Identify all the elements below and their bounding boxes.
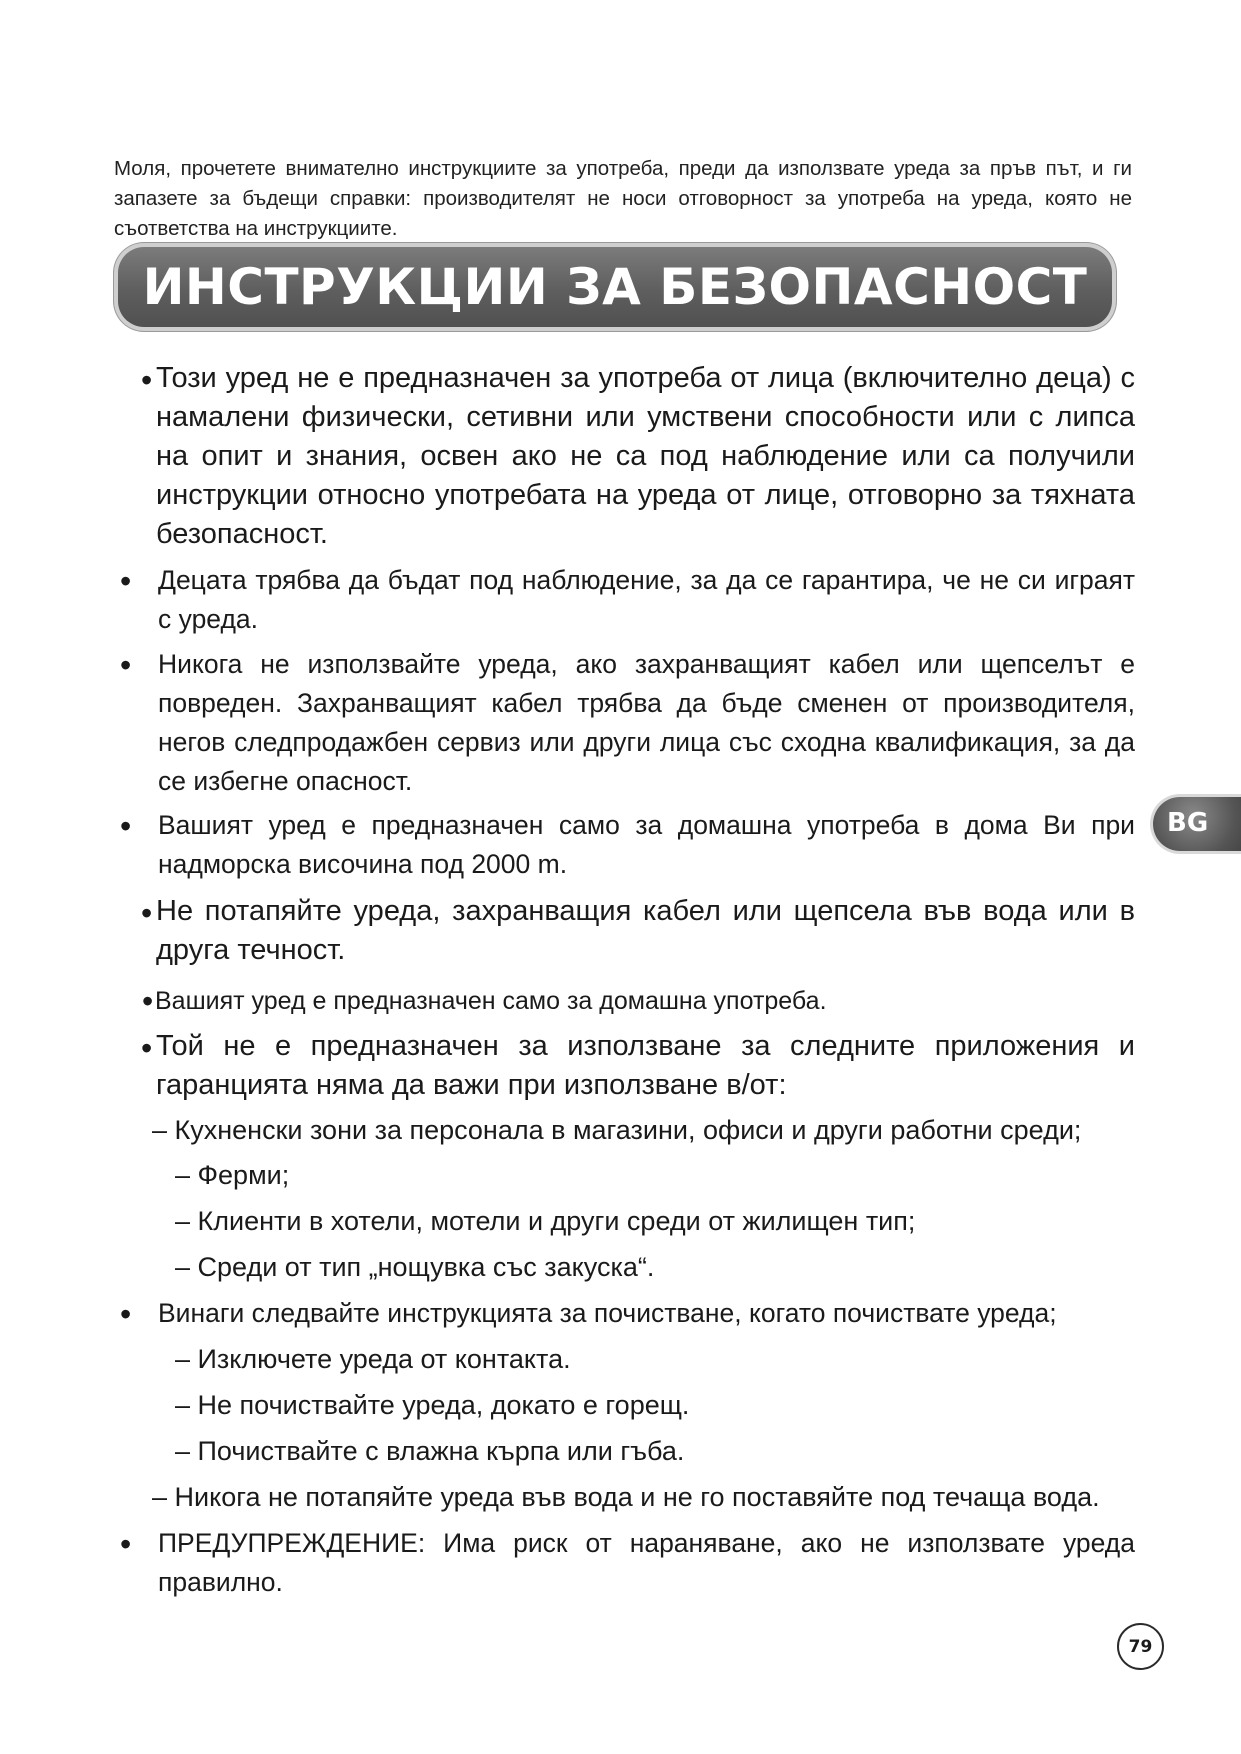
safety-rule (120, 1524, 1135, 1602)
cleaning-step: – Почиствайте с влажна кърпа или гъба. (175, 1436, 685, 1466)
safety-rule-text: Вашият уред е предназначен само за домашна употреба в дома Ви при надморска височина под 2000 m. (158, 810, 1135, 879)
bullet-icon: • (141, 362, 153, 398)
exclusion-item: – Клиенти в хотели, мотели и други среди от жилищен тип; (175, 1206, 916, 1236)
bullet-icon: • (120, 1296, 132, 1332)
cleaning-step: – Не почиствайте уреда, докато е горещ. (175, 1390, 690, 1420)
exclusion-item: – Ферми; (175, 1160, 290, 1190)
safety-rule-text: Този уред не е предназначен за употреба от лица (включително деца) с намалени физически, сетивни или умствени способности или с липса на опит и знания, освен ако не са под наблюдение или са получили инструкции относно употребата на уреда от лице, отговорно за тяхната безопасност. (156, 362, 1135, 550)
safety-rule-text: ПРЕДУПРЕЖДЕНИЕ: Има риск от нараняване, ако не използвате уреда правилно. (158, 1528, 1135, 1597)
safety-rule-text: Вашият уред е предназначен само за домашна употреба. (155, 987, 827, 1015)
cleaning-step: – Никога не потапяйте уреда във вода и не го поставяйте под течаща вода. (152, 1482, 1100, 1512)
exclusion-item: – Кухненски зони за персонала в магазини, офиси и други работни среди; (152, 1115, 1082, 1145)
bullet-icon: • (120, 563, 132, 599)
safety-rule-text: Той не е предназначен за използване за следните приложения и гаранцията няма да важи при използване в/от: (156, 1030, 1135, 1101)
bullet-icon: • (141, 1030, 153, 1066)
bullet-icon: • (120, 808, 132, 844)
safety-rule-text: Винаги следвайте инструкцията за почистване, когато почиствате уреда; (158, 1298, 1057, 1328)
safety-rule (120, 645, 1135, 801)
bullet-icon: • (120, 647, 132, 683)
safety-rule (141, 359, 1135, 554)
bullet-icon: • (142, 983, 154, 1019)
safety-rule-text: Децата трябва да бъдат под наблюдение, за да се гарантира, че не си играят с уреда. (158, 565, 1135, 634)
bullet-icon: • (120, 1526, 132, 1562)
safety-rule (120, 806, 1135, 884)
safety-rule (141, 892, 1135, 970)
safety-rule (120, 1294, 1135, 1333)
safety-rule-text: Не потапяйте уреда, захранващия кабел или щепсела във вода или в друга течност. (156, 895, 1135, 966)
bullet-icon: • (141, 895, 153, 931)
language-tab (1153, 797, 1241, 851)
section-title: ИНСТРУКЦИИ ЗА БЕЗОПАСНОСТ (142, 258, 1088, 316)
page-number: 79 (1117, 1623, 1164, 1670)
safety-rule (142, 982, 1135, 1020)
safety-rule-text: Никога не използвайте уреда, ако захранващият кабел или щепселът е повреден. Захранващият кабел трябва да бъде сменен от производителя, негов следпродажбен сервиз или други лица със сходна квалификация, за да се избегне опасност. (158, 649, 1135, 796)
cleaning-step: – Изключете уреда от контакта. (175, 1344, 571, 1374)
safety-rule (141, 1027, 1135, 1105)
intro-paragraph: Моля, прочетете внимателно инструкциите за употреба, преди да използвате уреда за пръв път, и ги запазете за бъдещи справки: производителят не носи отговорност за употреба на уреда, която не съответства на инструкциите. (114, 156, 1132, 240)
language-code: BG (1167, 808, 1209, 838)
safety-rule (120, 561, 1135, 639)
exclusion-item: – Среди от тип „нощувка със закуска“. (175, 1252, 655, 1282)
